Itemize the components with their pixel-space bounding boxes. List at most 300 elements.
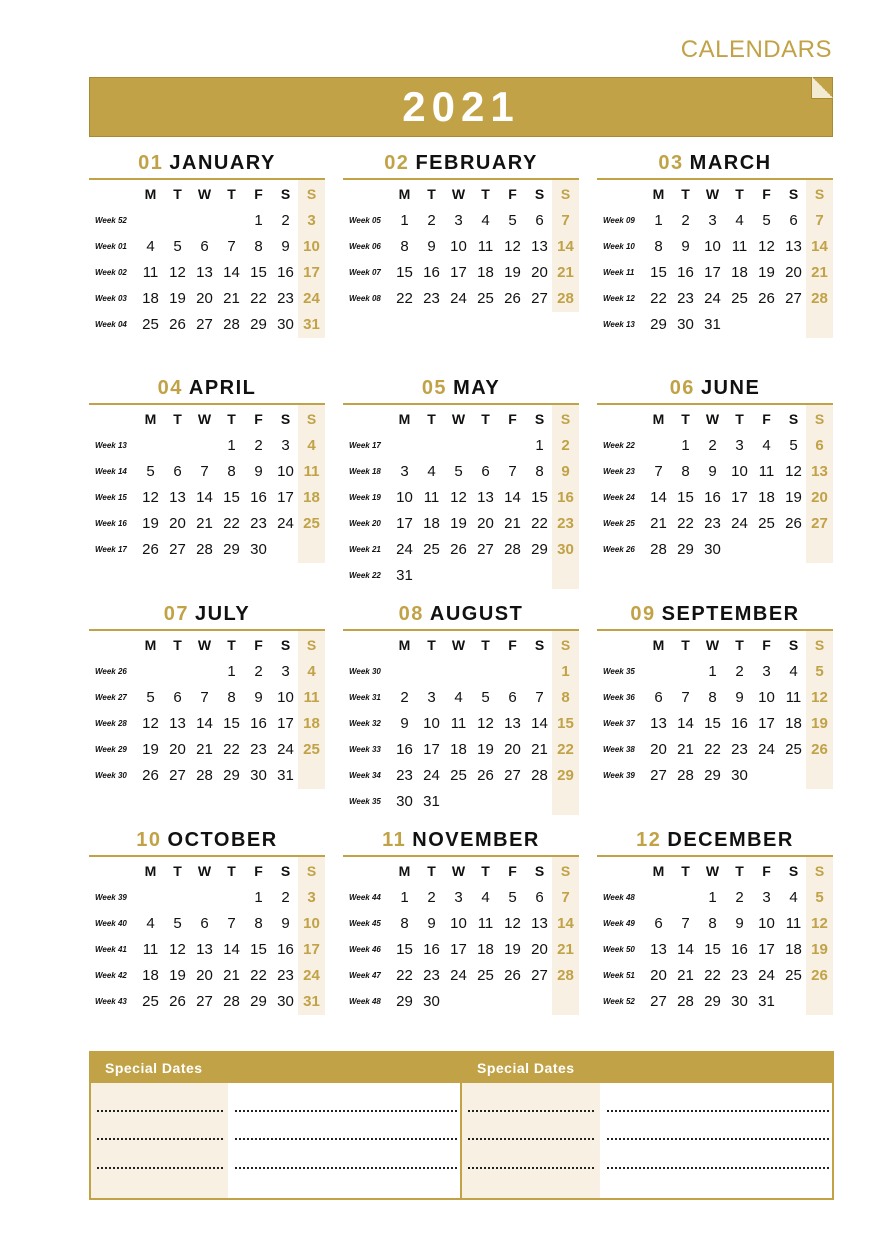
day-cell[interactable]: 11 <box>731 238 748 255</box>
day-cell[interactable]: 10 <box>423 715 440 732</box>
day-cell[interactable]: 7 <box>681 689 690 706</box>
day-cell[interactable]: 26 <box>142 767 159 784</box>
day-cell[interactable]: 3 <box>454 212 463 229</box>
special-date-line[interactable] <box>97 1110 223 1112</box>
day-cell[interactable]: 18 <box>785 941 802 958</box>
day-cell[interactable]: 1 <box>535 437 544 454</box>
day-cell[interactable]: 27 <box>169 767 186 784</box>
day-cell-sunday[interactable]: 17 <box>303 264 320 281</box>
day-cell[interactable]: 15 <box>704 715 721 732</box>
day-cell[interactable]: 25 <box>450 767 467 784</box>
day-cell-sunday[interactable]: 12 <box>811 689 828 706</box>
day-cell-sunday[interactable]: 1 <box>561 663 570 680</box>
day-cell[interactable]: 24 <box>450 290 467 307</box>
day-cell[interactable]: 1 <box>708 663 717 680</box>
day-cell-sunday[interactable]: 2 <box>561 437 570 454</box>
day-cell-sunday[interactable]: 17 <box>303 941 320 958</box>
day-cell[interactable]: 27 <box>785 290 802 307</box>
day-cell[interactable]: 9 <box>708 463 717 480</box>
day-cell[interactable]: 21 <box>650 515 667 532</box>
day-cell-sunday[interactable]: 28 <box>811 290 828 307</box>
day-cell[interactable]: 2 <box>281 889 290 906</box>
day-cell[interactable]: 7 <box>681 915 690 932</box>
day-cell[interactable]: 13 <box>504 715 521 732</box>
day-cell[interactable]: 27 <box>169 541 186 558</box>
day-cell[interactable]: 14 <box>196 715 213 732</box>
day-cell-sunday[interactable]: 24 <box>303 290 320 307</box>
day-cell[interactable]: 1 <box>227 663 236 680</box>
day-cell-sunday[interactable]: 19 <box>811 941 828 958</box>
special-date-line[interactable] <box>97 1138 223 1140</box>
day-cell[interactable]: 23 <box>277 967 294 984</box>
day-cell[interactable]: 16 <box>704 489 721 506</box>
day-cell[interactable]: 9 <box>735 915 744 932</box>
day-cell[interactable]: 23 <box>250 741 267 758</box>
day-cell[interactable]: 18 <box>423 515 440 532</box>
day-cell[interactable]: 14 <box>223 941 240 958</box>
day-cell[interactable]: 14 <box>504 489 521 506</box>
day-cell[interactable]: 7 <box>654 463 663 480</box>
day-cell[interactable]: 21 <box>677 967 694 984</box>
day-cell[interactable]: 2 <box>427 212 436 229</box>
day-cell[interactable]: 25 <box>785 741 802 758</box>
day-cell[interactable]: 1 <box>708 889 717 906</box>
day-cell[interactable]: 23 <box>250 515 267 532</box>
day-cell[interactable]: 26 <box>169 316 186 333</box>
day-cell[interactable]: 6 <box>200 238 209 255</box>
day-cell[interactable]: 23 <box>677 290 694 307</box>
day-cell-sunday[interactable]: 11 <box>303 463 320 480</box>
day-cell-sunday[interactable]: 14 <box>557 238 574 255</box>
day-cell[interactable]: 6 <box>200 915 209 932</box>
day-cell[interactable]: 15 <box>250 941 267 958</box>
day-cell-sunday[interactable]: 26 <box>811 741 828 758</box>
day-cell[interactable]: 13 <box>650 715 667 732</box>
day-cell-sunday[interactable]: 27 <box>811 515 828 532</box>
day-cell[interactable]: 25 <box>477 290 494 307</box>
special-date-line[interactable] <box>97 1167 223 1169</box>
day-cell[interactable]: 3 <box>400 463 409 480</box>
day-cell-sunday[interactable]: 31 <box>303 316 320 333</box>
day-cell[interactable]: 26 <box>477 767 494 784</box>
special-date-line[interactable] <box>468 1110 594 1112</box>
day-cell[interactable]: 28 <box>650 541 667 558</box>
day-cell-sunday[interactable]: 26 <box>811 967 828 984</box>
day-cell[interactable]: 9 <box>427 915 436 932</box>
day-cell[interactable]: 19 <box>142 515 159 532</box>
day-cell[interactable]: 16 <box>731 715 748 732</box>
day-cell[interactable]: 4 <box>789 663 798 680</box>
day-cell[interactable]: 31 <box>758 993 775 1010</box>
day-cell[interactable]: 11 <box>785 915 802 932</box>
day-cell[interactable]: 28 <box>223 993 240 1010</box>
day-cell[interactable]: 22 <box>396 967 413 984</box>
day-cell[interactable]: 14 <box>196 489 213 506</box>
day-cell[interactable]: 22 <box>223 741 240 758</box>
day-cell[interactable]: 11 <box>477 238 494 255</box>
day-cell[interactable]: 29 <box>223 767 240 784</box>
day-cell[interactable]: 6 <box>481 463 490 480</box>
day-cell[interactable]: 20 <box>196 290 213 307</box>
day-cell[interactable]: 16 <box>277 941 294 958</box>
day-cell[interactable]: 31 <box>277 767 294 784</box>
day-cell[interactable]: 4 <box>735 212 744 229</box>
day-cell[interactable]: 7 <box>200 463 209 480</box>
day-cell-sunday[interactable]: 6 <box>815 437 824 454</box>
day-cell[interactable]: 3 <box>281 663 290 680</box>
day-cell[interactable]: 19 <box>450 515 467 532</box>
day-cell-sunday[interactable]: 12 <box>811 915 828 932</box>
day-cell[interactable]: 5 <box>508 889 517 906</box>
day-cell[interactable]: 20 <box>169 741 186 758</box>
day-cell[interactable]: 27 <box>650 767 667 784</box>
day-cell[interactable]: 12 <box>169 941 186 958</box>
day-cell[interactable]: 27 <box>196 993 213 1010</box>
day-cell-sunday[interactable]: 21 <box>811 264 828 281</box>
day-cell[interactable]: 5 <box>146 689 155 706</box>
day-cell[interactable]: 27 <box>477 541 494 558</box>
day-cell[interactable]: 10 <box>731 463 748 480</box>
day-cell[interactable]: 17 <box>758 941 775 958</box>
day-cell[interactable]: 8 <box>254 238 263 255</box>
day-cell[interactable]: 4 <box>789 889 798 906</box>
day-cell[interactable]: 14 <box>677 941 694 958</box>
special-note-line[interactable] <box>235 1138 457 1140</box>
day-cell[interactable]: 24 <box>450 967 467 984</box>
day-cell-sunday[interactable]: 25 <box>303 515 320 532</box>
day-cell[interactable]: 6 <box>508 689 517 706</box>
day-cell[interactable]: 5 <box>789 437 798 454</box>
day-cell[interactable]: 25 <box>758 515 775 532</box>
day-cell[interactable]: 6 <box>654 689 663 706</box>
day-cell-sunday[interactable]: 30 <box>557 541 574 558</box>
day-cell[interactable]: 30 <box>731 993 748 1010</box>
day-cell[interactable]: 2 <box>708 437 717 454</box>
day-cell[interactable]: 12 <box>785 463 802 480</box>
day-cell[interactable]: 13 <box>169 715 186 732</box>
day-cell[interactable]: 1 <box>254 212 263 229</box>
day-cell[interactable]: 12 <box>477 715 494 732</box>
day-cell[interactable]: 23 <box>731 741 748 758</box>
day-cell-sunday[interactable]: 28 <box>557 967 574 984</box>
day-cell[interactable]: 3 <box>454 889 463 906</box>
day-cell[interactable]: 30 <box>250 767 267 784</box>
day-cell[interactable]: 17 <box>277 715 294 732</box>
day-cell[interactable]: 9 <box>427 238 436 255</box>
day-cell[interactable]: 8 <box>708 915 717 932</box>
day-cell[interactable]: 12 <box>169 264 186 281</box>
day-cell[interactable]: 22 <box>531 515 548 532</box>
day-cell[interactable]: 22 <box>650 290 667 307</box>
day-cell[interactable]: 8 <box>708 689 717 706</box>
day-cell[interactable]: 3 <box>708 212 717 229</box>
day-cell[interactable]: 1 <box>681 437 690 454</box>
day-cell[interactable]: 8 <box>400 915 409 932</box>
day-cell[interactable]: 24 <box>758 741 775 758</box>
special-note-line[interactable] <box>235 1110 457 1112</box>
day-cell[interactable]: 21 <box>504 515 521 532</box>
day-cell[interactable]: 13 <box>169 489 186 506</box>
day-cell-sunday[interactable]: 31 <box>303 993 320 1010</box>
day-cell[interactable]: 13 <box>531 915 548 932</box>
day-cell[interactable]: 27 <box>650 993 667 1010</box>
day-cell[interactable]: 31 <box>423 793 440 810</box>
day-cell[interactable]: 30 <box>396 793 413 810</box>
day-cell[interactable]: 19 <box>477 741 494 758</box>
day-cell[interactable]: 2 <box>400 689 409 706</box>
day-cell[interactable]: 9 <box>254 463 263 480</box>
day-cell[interactable]: 20 <box>477 515 494 532</box>
day-cell[interactable]: 16 <box>677 264 694 281</box>
day-cell[interactable]: 4 <box>427 463 436 480</box>
day-cell[interactable]: 21 <box>677 741 694 758</box>
day-cell-sunday[interactable]: 3 <box>307 212 316 229</box>
day-cell[interactable]: 19 <box>142 741 159 758</box>
day-cell[interactable]: 12 <box>450 489 467 506</box>
day-cell[interactable]: 15 <box>677 489 694 506</box>
day-cell-sunday[interactable]: 21 <box>557 264 574 281</box>
day-cell[interactable]: 15 <box>704 941 721 958</box>
day-cell[interactable]: 11 <box>423 489 440 506</box>
day-cell[interactable]: 17 <box>450 941 467 958</box>
day-cell[interactable]: 18 <box>731 264 748 281</box>
day-cell[interactable]: 11 <box>477 915 494 932</box>
day-cell[interactable]: 8 <box>254 915 263 932</box>
day-cell-sunday[interactable]: 14 <box>811 238 828 255</box>
day-cell[interactable]: 12 <box>504 915 521 932</box>
day-cell[interactable]: 7 <box>508 463 517 480</box>
day-cell[interactable]: 18 <box>477 264 494 281</box>
day-cell[interactable]: 17 <box>450 264 467 281</box>
day-cell[interactable]: 16 <box>277 264 294 281</box>
day-cell[interactable]: 2 <box>254 437 263 454</box>
day-cell[interactable]: 1 <box>400 212 409 229</box>
day-cell[interactable]: 5 <box>762 212 771 229</box>
day-cell-sunday[interactable]: 25 <box>303 741 320 758</box>
day-cell-sunday[interactable]: 7 <box>561 889 570 906</box>
day-cell[interactable]: 15 <box>650 264 667 281</box>
day-cell[interactable]: 20 <box>169 515 186 532</box>
day-cell[interactable]: 5 <box>481 689 490 706</box>
day-cell[interactable]: 22 <box>250 967 267 984</box>
day-cell[interactable]: 11 <box>142 941 159 958</box>
day-cell[interactable]: 16 <box>423 264 440 281</box>
day-cell[interactable]: 21 <box>196 515 213 532</box>
day-cell[interactable]: 9 <box>681 238 690 255</box>
day-cell[interactable]: 2 <box>735 889 744 906</box>
day-cell[interactable]: 8 <box>227 463 236 480</box>
day-cell-sunday[interactable]: 13 <box>811 463 828 480</box>
day-cell[interactable]: 31 <box>396 567 413 584</box>
day-cell[interactable]: 12 <box>504 238 521 255</box>
day-cell[interactable]: 23 <box>423 967 440 984</box>
day-cell[interactable]: 10 <box>396 489 413 506</box>
day-cell[interactable]: 13 <box>531 238 548 255</box>
day-cell[interactable]: 17 <box>731 489 748 506</box>
day-cell-sunday[interactable]: 5 <box>815 889 824 906</box>
day-cell[interactable]: 8 <box>400 238 409 255</box>
day-cell[interactable]: 8 <box>681 463 690 480</box>
day-cell[interactable]: 4 <box>146 915 155 932</box>
day-cell[interactable]: 9 <box>254 689 263 706</box>
day-cell[interactable]: 17 <box>396 515 413 532</box>
day-cell[interactable]: 30 <box>731 767 748 784</box>
day-cell[interactable]: 22 <box>396 290 413 307</box>
day-cell[interactable]: 13 <box>196 941 213 958</box>
day-cell[interactable]: 11 <box>785 689 802 706</box>
day-cell[interactable]: 28 <box>504 541 521 558</box>
day-cell-sunday[interactable]: 23 <box>557 515 574 532</box>
day-cell[interactable]: 29 <box>223 541 240 558</box>
day-cell[interactable]: 23 <box>277 290 294 307</box>
day-cell[interactable]: 2 <box>254 663 263 680</box>
day-cell[interactable]: 21 <box>223 967 240 984</box>
day-cell[interactable]: 25 <box>785 967 802 984</box>
day-cell[interactable]: 28 <box>196 767 213 784</box>
day-cell[interactable]: 12 <box>142 489 159 506</box>
day-cell[interactable]: 3 <box>735 437 744 454</box>
day-cell[interactable]: 17 <box>758 715 775 732</box>
day-cell-sunday[interactable]: 21 <box>557 941 574 958</box>
day-cell[interactable]: 19 <box>504 264 521 281</box>
day-cell[interactable]: 10 <box>277 689 294 706</box>
day-cell[interactable]: 29 <box>704 993 721 1010</box>
day-cell[interactable]: 10 <box>758 915 775 932</box>
day-cell[interactable]: 2 <box>735 663 744 680</box>
day-cell-sunday[interactable]: 11 <box>303 689 320 706</box>
day-cell[interactable]: 11 <box>758 463 775 480</box>
day-cell[interactable]: 25 <box>142 993 159 1010</box>
day-cell[interactable]: 27 <box>504 767 521 784</box>
day-cell[interactable]: 24 <box>396 541 413 558</box>
day-cell[interactable]: 20 <box>785 264 802 281</box>
day-cell[interactable]: 17 <box>277 489 294 506</box>
day-cell[interactable]: 3 <box>281 437 290 454</box>
day-cell[interactable]: 7 <box>227 915 236 932</box>
day-cell[interactable]: 27 <box>531 290 548 307</box>
day-cell[interactable]: 25 <box>423 541 440 558</box>
day-cell[interactable]: 30 <box>250 541 267 558</box>
day-cell[interactable]: 14 <box>531 715 548 732</box>
day-cell[interactable]: 6 <box>654 915 663 932</box>
day-cell[interactable]: 11 <box>450 715 467 732</box>
day-cell[interactable]: 14 <box>223 264 240 281</box>
day-cell[interactable]: 30 <box>677 316 694 333</box>
day-cell[interactable]: 30 <box>704 541 721 558</box>
day-cell[interactable]: 15 <box>223 489 240 506</box>
day-cell[interactable]: 18 <box>142 967 159 984</box>
day-cell[interactable]: 26 <box>785 515 802 532</box>
day-cell-sunday[interactable]: 9 <box>561 463 570 480</box>
day-cell[interactable]: 18 <box>450 741 467 758</box>
day-cell-sunday[interactable]: 5 <box>815 663 824 680</box>
day-cell[interactable]: 20 <box>504 741 521 758</box>
day-cell[interactable]: 28 <box>531 767 548 784</box>
day-cell[interactable]: 21 <box>531 741 548 758</box>
day-cell[interactable]: 13 <box>196 264 213 281</box>
day-cell[interactable]: 18 <box>785 715 802 732</box>
day-cell[interactable]: 6 <box>173 689 182 706</box>
day-cell[interactable]: 4 <box>454 689 463 706</box>
day-cell[interactable]: 22 <box>250 290 267 307</box>
day-cell[interactable]: 3 <box>762 663 771 680</box>
day-cell[interactable]: 2 <box>427 889 436 906</box>
day-cell[interactable]: 8 <box>535 463 544 480</box>
day-cell[interactable]: 19 <box>785 489 802 506</box>
day-cell[interactable]: 20 <box>650 741 667 758</box>
day-cell[interactable]: 15 <box>396 264 413 281</box>
day-cell[interactable]: 22 <box>704 741 721 758</box>
day-cell[interactable]: 22 <box>223 515 240 532</box>
day-cell[interactable]: 24 <box>277 741 294 758</box>
day-cell[interactable]: 12 <box>142 715 159 732</box>
day-cell[interactable]: 30 <box>423 993 440 1010</box>
day-cell[interactable]: 29 <box>250 316 267 333</box>
day-cell[interactable]: 16 <box>731 941 748 958</box>
day-cell-sunday[interactable]: 16 <box>557 489 574 506</box>
day-cell[interactable]: 24 <box>731 515 748 532</box>
day-cell[interactable]: 21 <box>196 741 213 758</box>
day-cell[interactable]: 7 <box>535 689 544 706</box>
day-cell-sunday[interactable]: 10 <box>303 915 320 932</box>
day-cell[interactable]: 20 <box>196 967 213 984</box>
day-cell[interactable]: 1 <box>254 889 263 906</box>
special-date-line[interactable] <box>468 1167 594 1169</box>
day-cell-sunday[interactable]: 19 <box>811 715 828 732</box>
day-cell[interactable]: 13 <box>650 941 667 958</box>
day-cell[interactable]: 26 <box>142 541 159 558</box>
day-cell[interactable]: 4 <box>481 889 490 906</box>
day-cell-sunday[interactable]: 10 <box>303 238 320 255</box>
day-cell[interactable]: 15 <box>396 941 413 958</box>
day-cell[interactable]: 5 <box>146 463 155 480</box>
day-cell[interactable]: 29 <box>250 993 267 1010</box>
day-cell[interactable]: 9 <box>281 915 290 932</box>
day-cell[interactable]: 27 <box>531 967 548 984</box>
day-cell[interactable]: 4 <box>146 238 155 255</box>
day-cell[interactable]: 9 <box>400 715 409 732</box>
day-cell[interactable]: 18 <box>142 290 159 307</box>
day-cell[interactable]: 10 <box>450 238 467 255</box>
day-cell[interactable]: 27 <box>196 316 213 333</box>
day-cell-sunday[interactable]: 20 <box>811 489 828 506</box>
day-cell-sunday[interactable]: 22 <box>557 741 574 758</box>
day-cell[interactable]: 19 <box>758 264 775 281</box>
day-cell[interactable]: 8 <box>654 238 663 255</box>
day-cell[interactable]: 12 <box>758 238 775 255</box>
day-cell-sunday[interactable]: 24 <box>303 967 320 984</box>
day-cell[interactable]: 4 <box>762 437 771 454</box>
day-cell[interactable]: 15 <box>250 264 267 281</box>
day-cell[interactable]: 10 <box>277 463 294 480</box>
day-cell[interactable]: 24 <box>423 767 440 784</box>
day-cell[interactable]: 26 <box>504 290 521 307</box>
day-cell[interactable]: 19 <box>169 967 186 984</box>
day-cell[interactable]: 14 <box>650 489 667 506</box>
special-note-line[interactable] <box>235 1167 457 1169</box>
day-cell-sunday[interactable]: 18 <box>303 489 320 506</box>
day-cell-sunday[interactable]: 8 <box>561 689 570 706</box>
day-cell[interactable]: 10 <box>758 689 775 706</box>
day-cell[interactable]: 13 <box>477 489 494 506</box>
day-cell[interactable]: 16 <box>423 941 440 958</box>
day-cell[interactable]: 24 <box>277 515 294 532</box>
day-cell[interactable]: 14 <box>677 715 694 732</box>
day-cell[interactable]: 15 <box>531 489 548 506</box>
day-cell[interactable]: 5 <box>508 212 517 229</box>
day-cell[interactable]: 11 <box>142 264 159 281</box>
day-cell[interactable]: 7 <box>200 689 209 706</box>
